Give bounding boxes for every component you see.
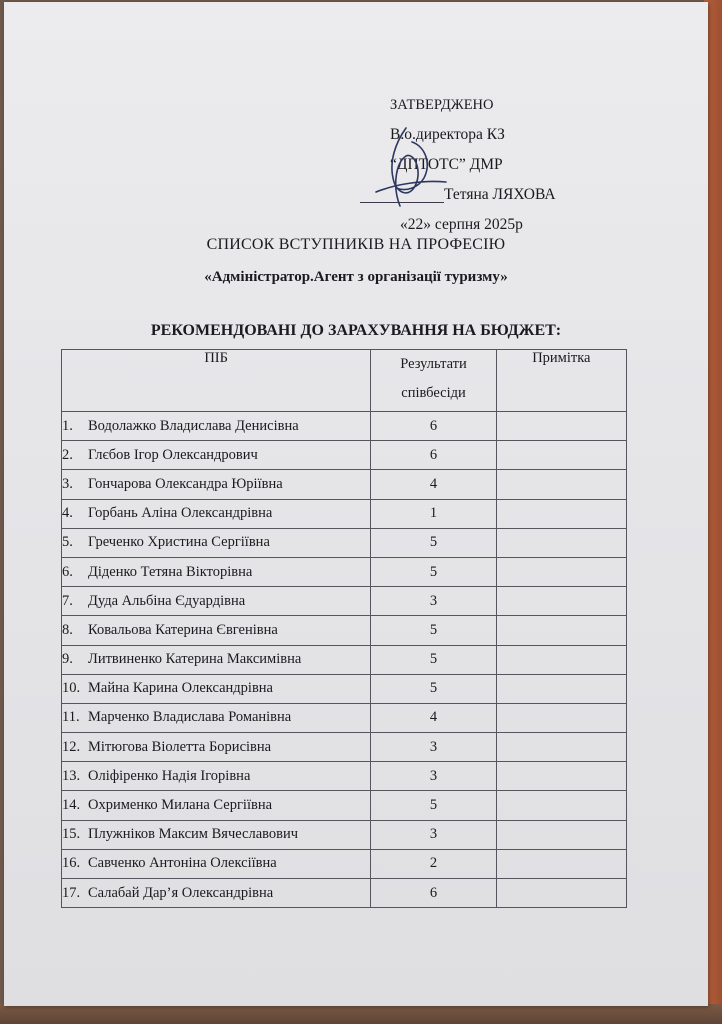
document-sheet [4,2,708,1006]
row-note [496,412,626,441]
row-note [496,849,626,878]
approval-signatory: Тетяна ЛЯХОВА [444,186,556,203]
row-number: 4. [62,505,73,522]
table-row [62,762,627,791]
table-row [62,733,627,762]
table-row [62,470,627,499]
row-score: 1 [371,499,496,528]
approval-institution: “ДПТОТС” ДМР [390,156,503,173]
applicant-name: Охрименко Милана Сергіївна [88,797,273,814]
applicant-name: Водолажко Владислава Денисівна [88,417,299,434]
applicant-name: Ковальова Катерина Євгенівна [88,621,278,638]
row-name-cell [62,470,371,499]
title-block [4,234,708,288]
applicant-name: Савченко Антоніна Олексіївна [88,855,277,872]
applicant-name: Майна Карина Олександрівна [88,680,273,697]
table-row [62,441,627,470]
table-header-row [62,350,627,412]
header-score-line2: співбесіди [401,385,466,401]
row-name-cell [62,820,371,849]
row-number: 3. [62,475,73,492]
row-score: 3 [371,733,496,762]
applicant-name: Греченко Христина Сергіївна [88,534,270,551]
row-score: 4 [371,703,496,732]
row-note [496,733,626,762]
row-note [496,820,626,849]
row-score: 3 [371,762,496,791]
row-note [496,557,626,586]
row-note [496,499,626,528]
row-score: 2 [371,849,496,878]
profession-title: «Адміністратор.Агент з організації туризму» [204,269,508,285]
row-note [496,470,626,499]
row-number: 11. [62,709,80,726]
row-name-cell [62,499,371,528]
row-number: 10. [62,680,81,697]
applicant-name: Мітюгова Віолетта Борисівна [88,738,272,755]
section-title: РЕКОМЕНДОВАНІ ДО ЗАРАХУВАННЯ НА БЮДЖЕТ: [150,322,562,339]
applicants-table [61,349,627,908]
row-score: 4 [371,470,496,499]
row-score: 6 [371,441,496,470]
applicant-name: Глєбов Ігор Олександрович [88,446,258,463]
document-title: СПИСОК ВСТУПНИКІВ НА ПРОФЕСІЮ [206,236,506,253]
applicant-name: Гончарова Олександра Юріївна [88,475,283,492]
row-number: 9. [62,651,73,668]
row-name-cell [62,412,371,441]
table-row [62,820,627,849]
table-row [62,499,627,528]
header-score-line1: Результати [400,356,467,372]
row-number: 8. [62,621,73,638]
row-name-cell [62,441,371,470]
row-number: 2. [62,446,73,463]
applicant-name: Оліфіренко Надія Ігорівна [88,767,251,784]
row-name-cell [62,762,371,791]
applicant-name: Горбань Аліна Олександрівна [88,505,273,522]
row-number: 13. [62,767,81,784]
row-name-cell [62,645,371,674]
row-note [496,674,626,703]
row-note [496,879,626,908]
handwritten-signature [366,122,450,214]
table-row [62,528,627,557]
row-name-cell [62,849,371,878]
row-score: 5 [371,791,496,820]
header-note: Примітка [496,350,626,412]
row-note [496,616,626,645]
row-number: 16. [62,855,81,872]
table-row [62,879,627,908]
row-score: 6 [371,412,496,441]
row-name-cell [62,674,371,703]
row-score: 3 [371,587,496,616]
row-number: 5. [62,534,73,551]
approval-heading: ЗАТВЕРДЖЕНО [390,97,494,113]
applicant-name: Діденко Тетяна Вікторівна [88,563,253,580]
row-name-cell [62,791,371,820]
applicant-name: Литвиненко Катерина Максимівна [88,651,302,668]
table-row [62,674,627,703]
row-name-cell [62,528,371,557]
row-number: 17. [62,884,81,901]
approval-position: В.о.директора КЗ [390,126,505,143]
table-row [62,791,627,820]
applicant-name: Плужніков Максим Вячеславович [88,826,299,843]
row-number: 1. [62,417,73,434]
table-row [62,849,627,878]
row-number: 15. [62,826,81,843]
approval-date: «22» серпня 2025р [400,216,523,233]
row-note [496,441,626,470]
row-score: 5 [371,645,496,674]
row-note [496,791,626,820]
row-note [496,528,626,557]
row-score: 5 [371,616,496,645]
table-row [62,616,627,645]
header-score [371,350,496,412]
applicant-name: Салабай Дар’я Олександрівна [88,884,274,901]
row-number: 6. [62,563,73,580]
row-name-cell [62,879,371,908]
table-row [62,703,627,732]
row-name-cell [62,703,371,732]
row-note [496,703,626,732]
row-score: 5 [371,674,496,703]
row-number: 12. [62,738,81,755]
table-row [62,587,627,616]
row-score: 6 [371,879,496,908]
table-row [62,557,627,586]
applicant-name: Марченко Владислава Романівна [88,709,292,726]
row-name-cell [62,733,371,762]
table-row [62,645,627,674]
row-name-cell [62,557,371,586]
header-name: ПІБ [62,350,371,412]
row-name-cell [62,587,371,616]
row-note [496,645,626,674]
row-score: 5 [371,557,496,586]
row-number: 7. [62,592,73,609]
row-note [496,762,626,791]
row-score: 5 [371,528,496,557]
row-score: 3 [371,820,496,849]
row-name-cell [62,616,371,645]
table-body [62,412,627,908]
backdrop-bottom [0,1004,722,1024]
applicant-name: Дуда Альбіна Єдуардівна [88,592,246,609]
table-row [62,412,627,441]
row-number: 14. [62,797,81,814]
row-note [496,587,626,616]
